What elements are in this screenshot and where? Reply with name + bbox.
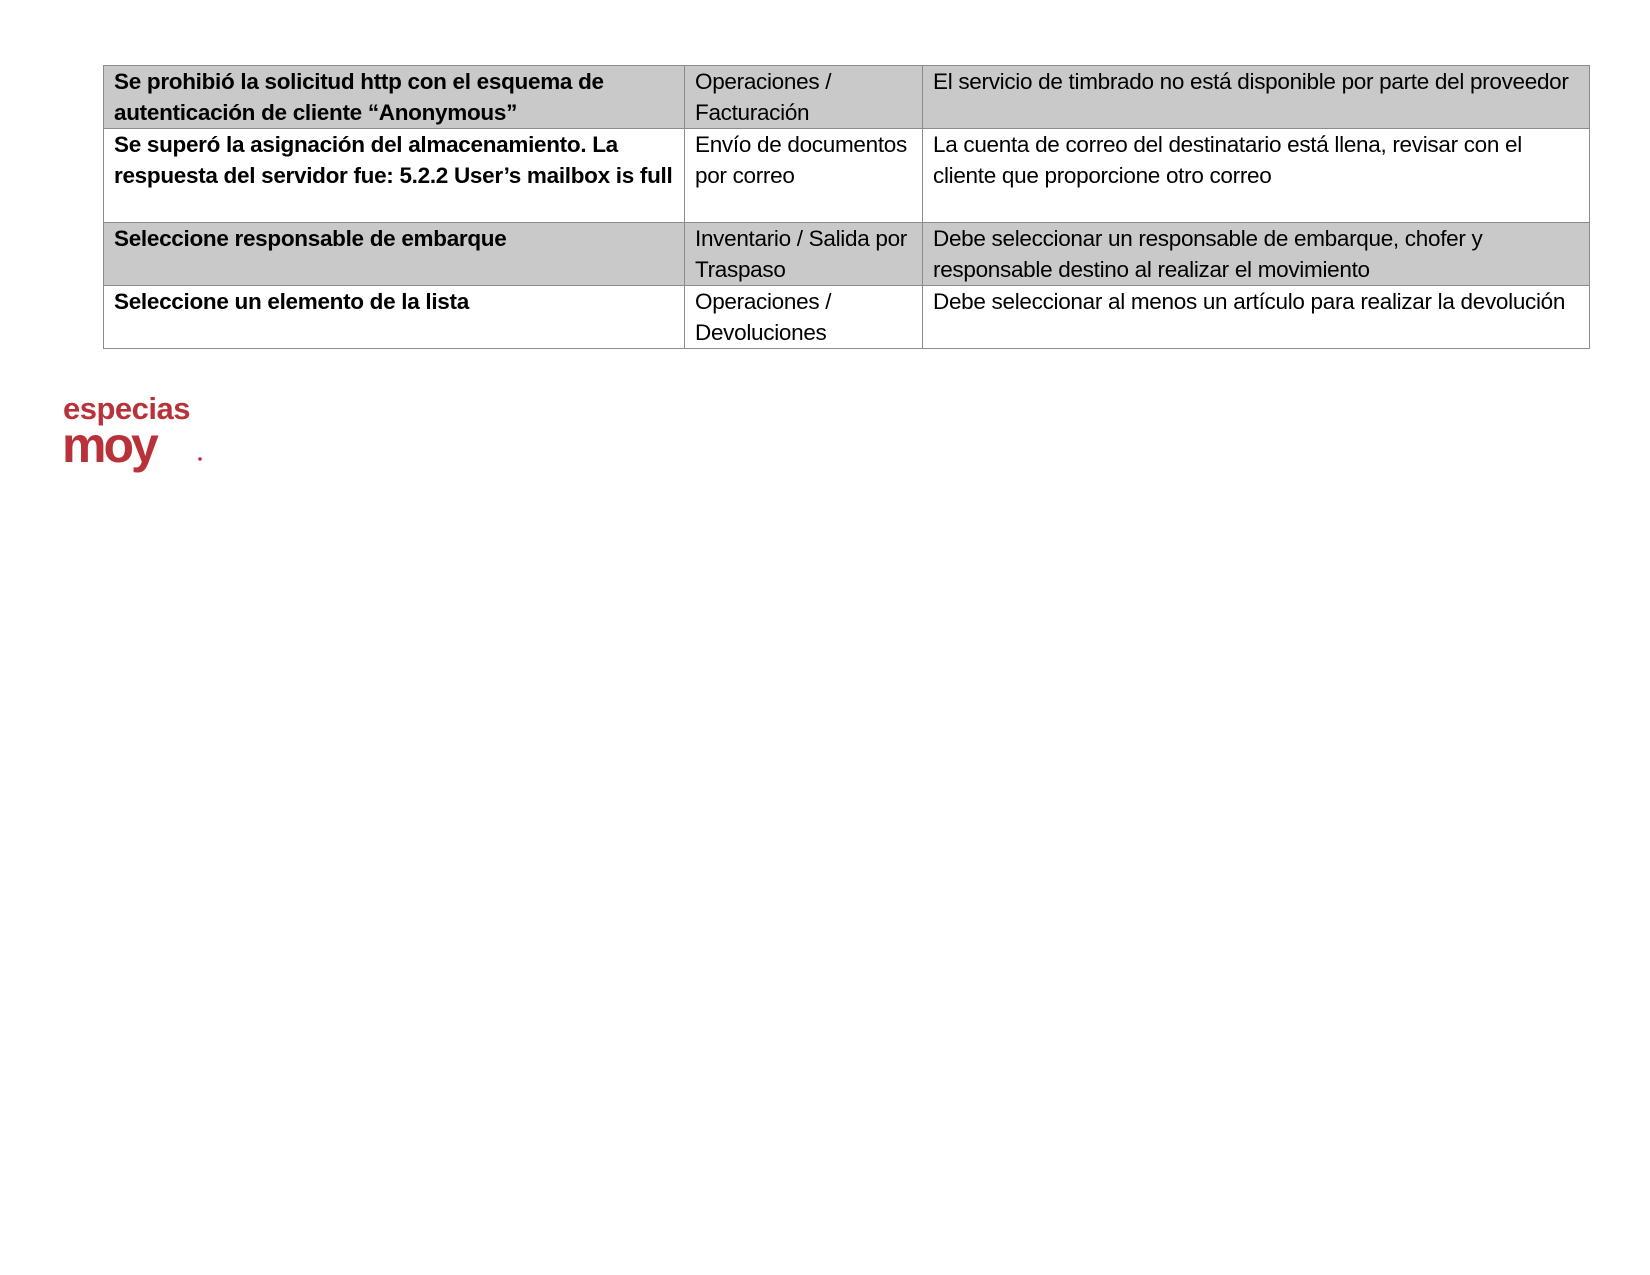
table-row <box>104 223 1590 286</box>
description-cell: Debe seleccionar al menos un artículo para realizar la devolución <box>923 286 1590 349</box>
module-cell: Envío de documentos por correo <box>685 129 923 223</box>
description-cell: La cuenta de correo del destinatario está llena, revisar con el cliente que proporcione otro correo <box>923 129 1590 223</box>
error-message-cell: Seleccione un elemento de la lista <box>104 286 685 349</box>
error-message-cell: Se prohibió la solicitud http con el esquema de autenticación de cliente “Anonymous” <box>104 66 685 129</box>
error-message-cell: Seleccione responsable de embarque <box>104 223 685 286</box>
module-cell: Operaciones / Facturación <box>685 66 923 129</box>
table-row <box>104 66 1590 129</box>
error-messages-table <box>103 65 1590 349</box>
module-cell: Inventario / Salida por Traspaso <box>685 223 923 286</box>
module-cell: Operaciones / Devoluciones <box>685 286 923 349</box>
description-cell: Debe seleccionar un responsable de embarque, chofer y responsable destino al realizar el movimiento <box>923 223 1590 286</box>
table-row <box>104 286 1590 349</box>
description-cell: El servicio de timbrado no está disponible por parte del proveedor <box>923 66 1590 129</box>
logo-word-moy: moy <box>62 417 156 473</box>
especias-moy-logo <box>62 393 212 473</box>
logo-word-especias: especias <box>63 393 190 426</box>
table-row <box>104 129 1590 223</box>
registered-mark-icon <box>198 457 202 461</box>
error-message-cell: Se superó la asignación del almacenamiento. La respuesta del servidor fue: 5.2.2 User’s mailbox is full <box>104 129 685 223</box>
